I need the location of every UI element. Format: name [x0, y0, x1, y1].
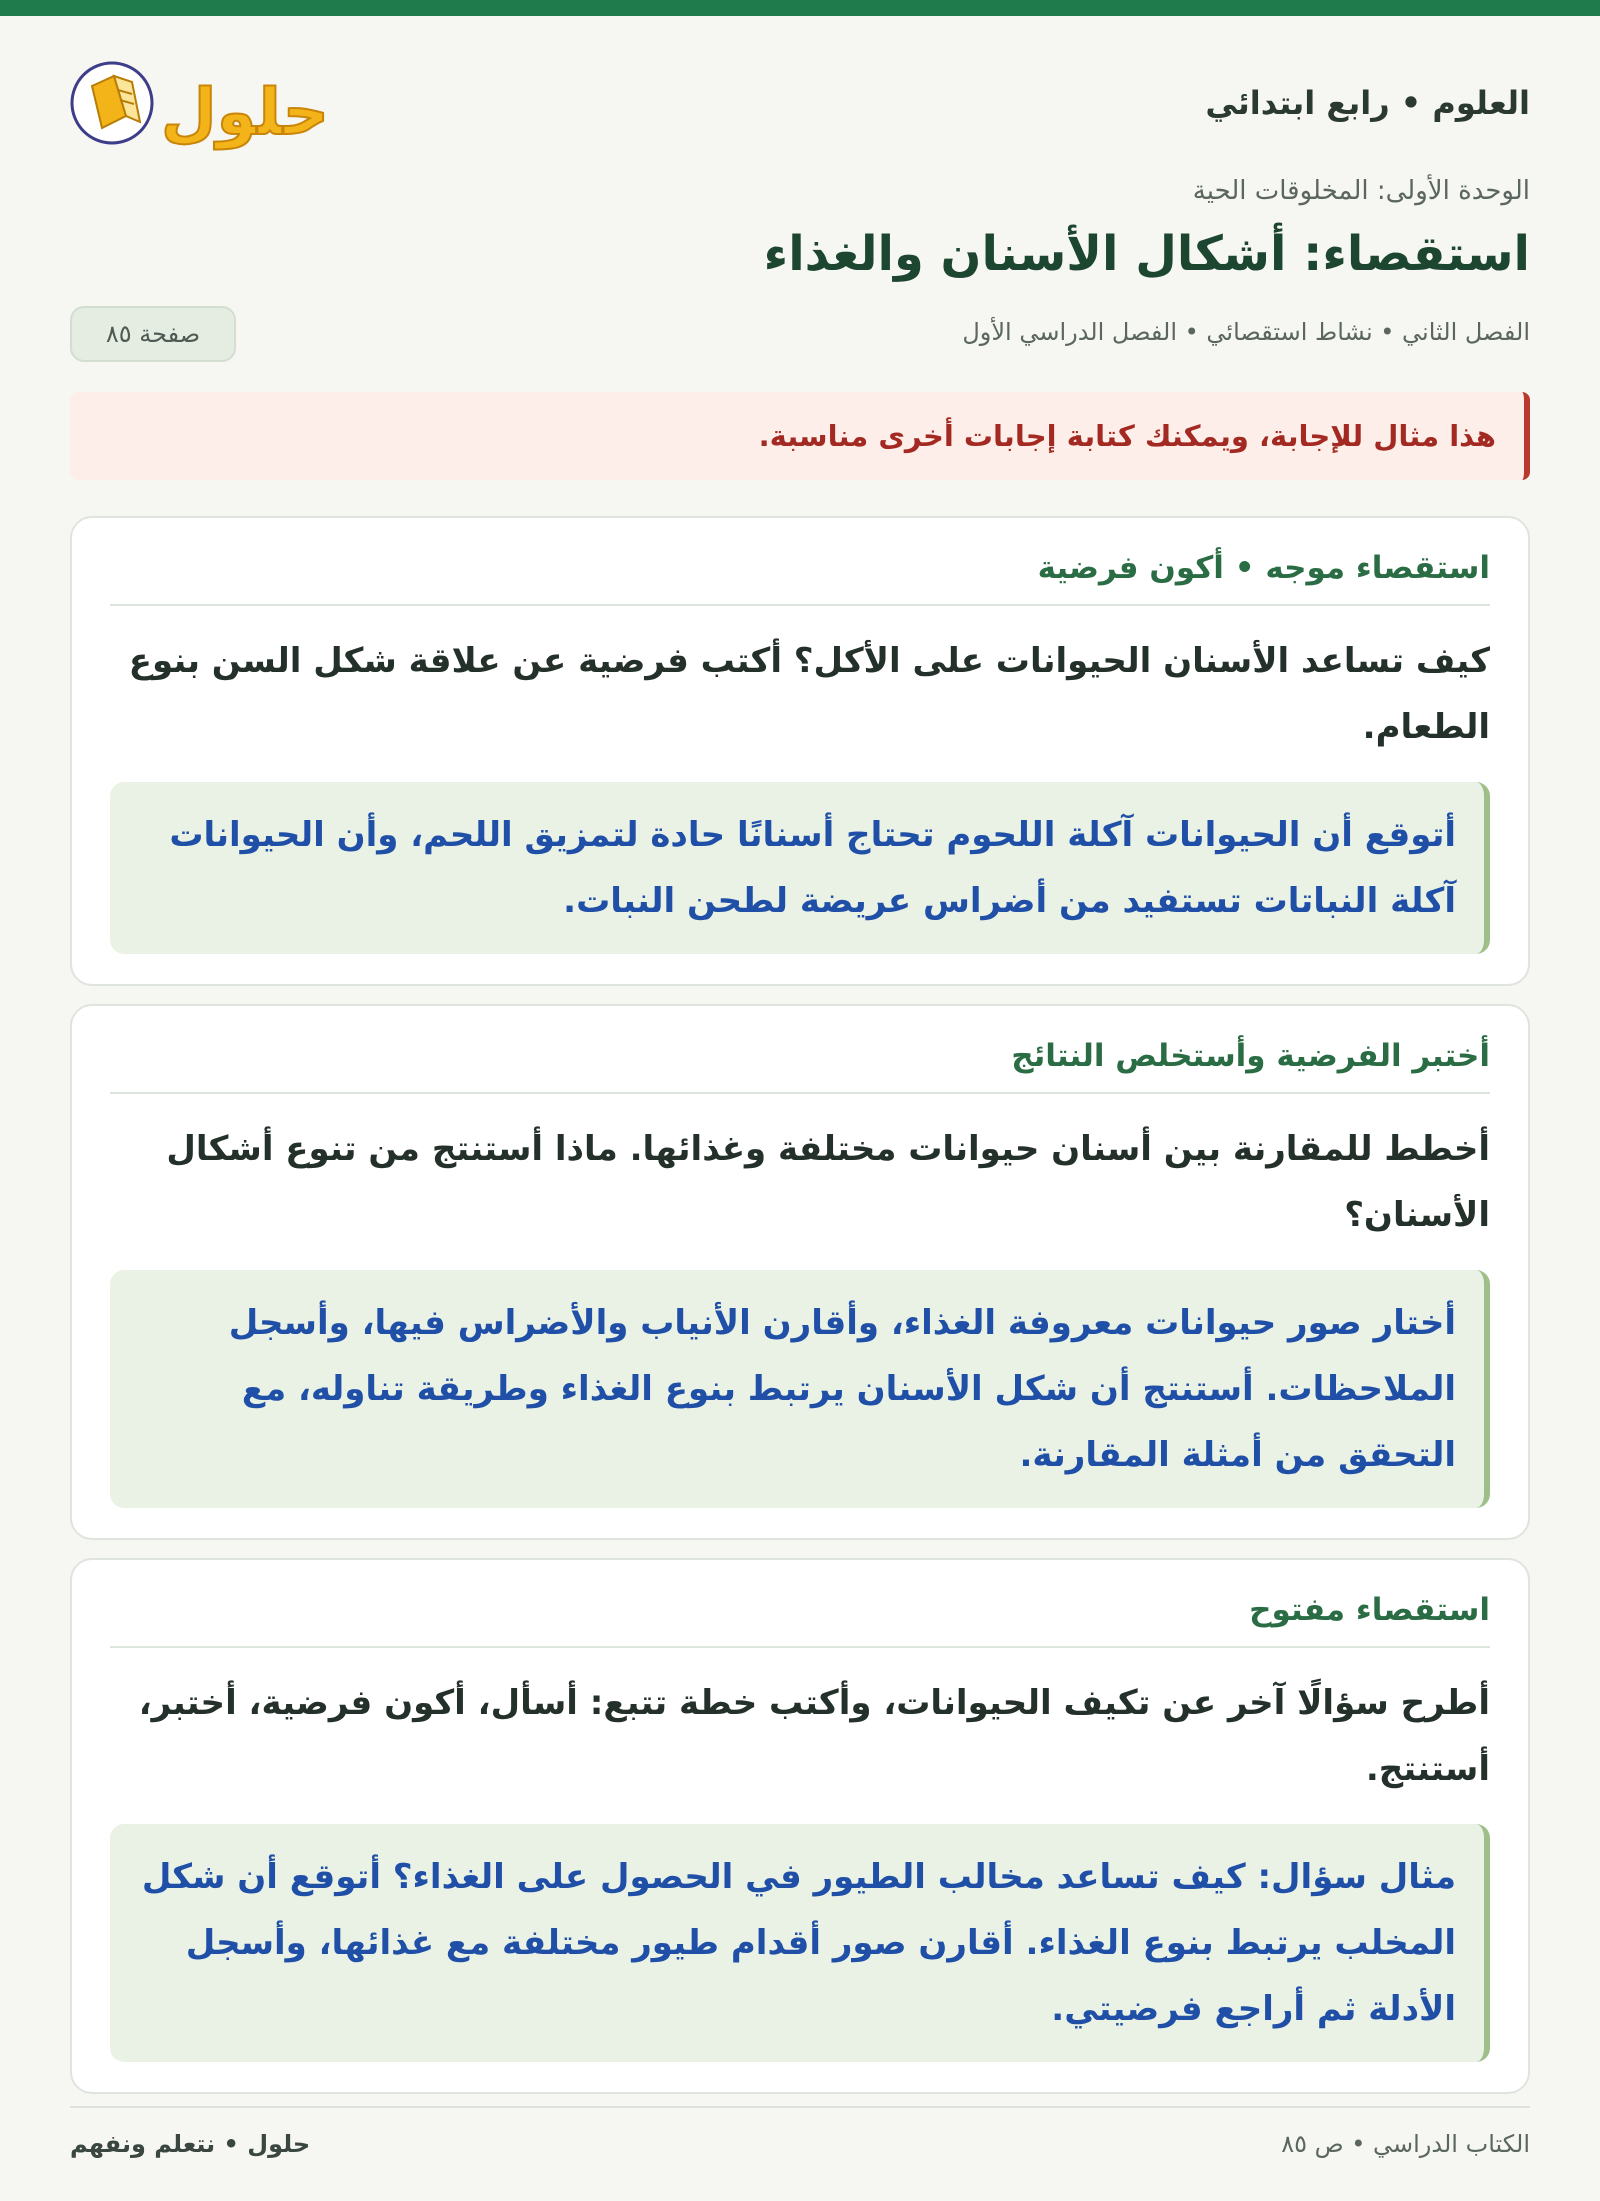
card-heading: أختبر الفرضية وأستخلص النتائج [110, 1038, 1490, 1094]
top-accent-bar [0, 0, 1600, 16]
page-content [70, 16, 1530, 2029]
page-header [70, 16, 1530, 150]
card-question: أخطط للمقارنة بين أسنان حيوانات مختلفة وغذائها. ماذا أستنتج من تنوع أشكال الأسنان؟ [166, 1129, 1490, 1235]
inquiry-card [70, 1004, 1530, 1540]
card-heading: استقصاء مفتوح [110, 1592, 1490, 1648]
card-answer: أتوقع أن الحيوانات آكلة اللحوم تحتاج أسنانًا حادة لتمزيق اللحم، وأن الحيوانات آكلة النباتات تستفيد من أضراس عريضة لطحن النبات. [110, 782, 1490, 954]
footer-brand-tagline: حلول • نتعلم ونفهم [70, 2130, 311, 2158]
inquiry-card [70, 516, 1530, 986]
subject-grade-label: العلوم • رابع ابتدائي [1205, 84, 1530, 122]
hulul-logo[interactable] [70, 46, 330, 156]
page-title: استقصاء: أشكال الأسنان والغذاء [763, 226, 1530, 282]
logo-wordmark: حلول [161, 76, 329, 150]
footer-divider [70, 2106, 1530, 2108]
answer-note-banner: هذا مثال للإجابة، ويمكنك كتابة إجابات أخرى مناسبة. [70, 392, 1530, 480]
page-number-badge: صفحة ٨٥ [70, 306, 236, 362]
unit-label: الوحدة الأولى: المخلوقات الحية [1192, 176, 1530, 206]
card-question: كيف تساعد الأسنان الحيوانات على الأكل؟ أكتب فرضية عن علاقة شكل السن بنوع الطعام. [128, 641, 1490, 747]
card-answer: أختار صور حيوانات معروفة الغذاء، وأقارن الأنياب والأضراس فيها، وأسجل الملاحظات. أستنتج أن شكل الأسنان يرتبط بنوع الغذاء وطريقة تناوله، مع التحقق من أمثلة المقارنة. [110, 1270, 1490, 1508]
book-logo-icon [72, 63, 152, 143]
card-answer: مثال سؤال: كيف تساعد مخالب الطيور في الحصول على الغذاء؟ أتوقع أن شكل المخلب يرتبط بنوع الغذاء. أقارن صور أقدام طيور مختلفة مع غذائها، وأسجل الأدلة ثم أراجع فرضيتي. [110, 1824, 1490, 2062]
footer-book-reference: الكتاب الدراسي • ص ٨٥ [1281, 2130, 1530, 2158]
inquiry-card [70, 1558, 1530, 2094]
card-heading: استقصاء موجه • أكون فرضية [110, 550, 1490, 606]
card-question: أطرح سؤالًا آخر عن تكيف الحيوانات، وأكتب خطة تتبع: أسأل، أكون فرضية، أختبر، أستنتج. [138, 1683, 1490, 1789]
lesson-meta: الفصل الثاني • نشاط استقصائي • الفصل الدراسي الأول [962, 318, 1530, 346]
